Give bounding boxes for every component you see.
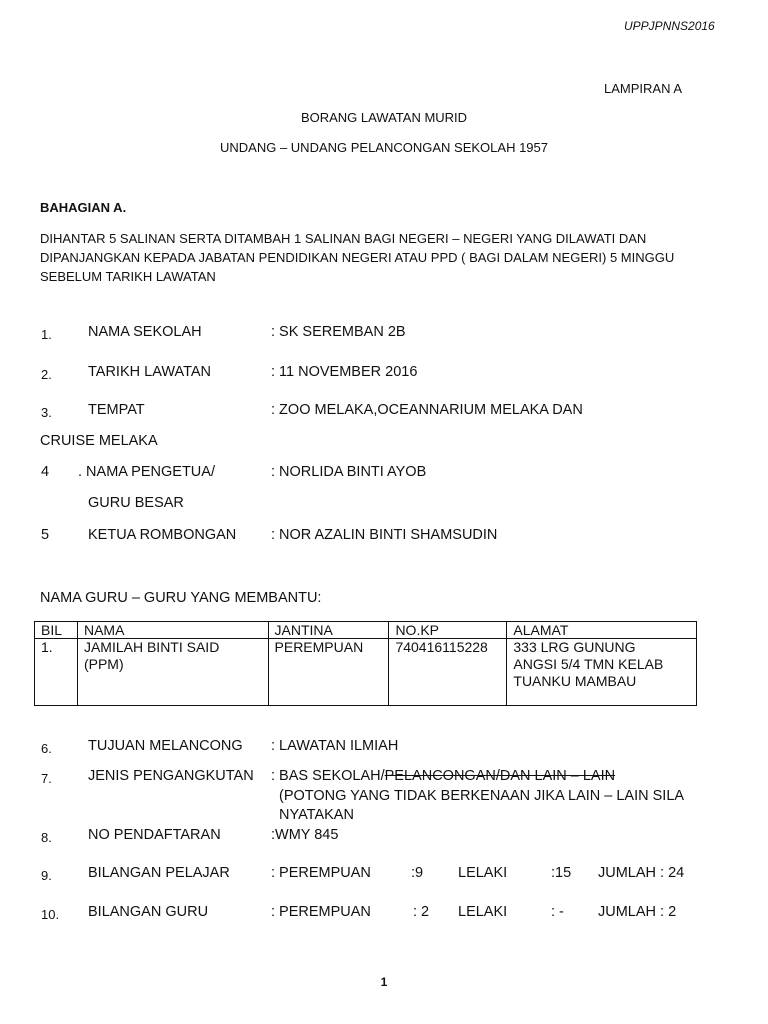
perempuan-value: :9 <box>411 865 424 881</box>
field-value: : NOR AZALIN BINTI SHAMSUDIN <box>271 527 498 543</box>
perempuan-value: : 2 <box>413 904 430 920</box>
table-header-row <box>35 622 697 639</box>
field-label: KETUA ROMBONGAN <box>88 527 237 543</box>
column-header-alamat: ALAMAT <box>507 622 697 639</box>
cell-nama-line: (PPM) <box>83 656 124 672</box>
field-number: 10. <box>41 907 60 922</box>
cell-jantina: PEREMPUAN <box>268 639 389 706</box>
lampiran-label: LAMPIRAN A <box>604 81 683 96</box>
field-label: TARIKH LAWATAN <box>88 364 211 380</box>
lelaki-label: LELAKI <box>458 904 508 920</box>
field-value: : LAWATAN ILMIAH <box>271 738 399 754</box>
cell-alamat-line: TUANKU MAMBAU <box>513 673 637 689</box>
field-number: 3. <box>41 405 52 420</box>
form-subtitle: UNDANG – UNDANG PELANCONGAN SEKOLAH 1957 <box>220 140 548 155</box>
field-label: NO PENDAFTARAN <box>88 827 221 843</box>
intro-paragraph: DIHANTAR 5 SALINAN SERTA DITAMBAH 1 SALINAN BAGI NEGERI – NEGERI YANG DILAWATI DAN DIPANJANGKAN KEPADA JABATAN PENDIDIKAN NEGERI ATAU PPD ( BAGI DALAM NEGERI) 5 MINGGU SEBELUM TARIKH LAWATAN <box>40 231 675 284</box>
field-note: NYATAKAN <box>279 807 354 823</box>
field-label: TEMPAT <box>88 402 145 418</box>
lelaki-label: LELAKI <box>458 865 508 881</box>
cell-alamat-line: 333 LRG GUNUNG <box>513 639 636 655</box>
field-value: :WMY 845 <box>271 827 339 843</box>
field-number: 9. <box>41 868 52 883</box>
cell-alamat <box>507 639 697 706</box>
field-number: 7. <box>41 771 52 786</box>
teachers-table <box>34 621 697 706</box>
cell-nama-line: JAMILAH BINTI SAID <box>83 639 220 655</box>
cell-bil: 1. <box>35 639 78 706</box>
field-value: : SK SEREMBAN 2B <box>271 324 406 340</box>
lelaki-value: : - <box>551 904 564 920</box>
jumlah-value: JUMLAH : 24 <box>598 865 685 881</box>
cell-nama <box>77 639 268 706</box>
field-number: 2. <box>41 367 52 382</box>
field-number: 1. <box>41 327 52 342</box>
column-header-nama: NAMA <box>77 622 268 639</box>
section-heading: BAHAGIAN A. <box>40 200 127 215</box>
field-value-struck: PELANCONGAN/DAN LAIN – LAIN <box>384 768 616 784</box>
field-value-plain: : BAS SEKOLAH/ <box>271 768 385 784</box>
field-label: JENIS PENGANGKUTAN <box>88 768 254 784</box>
field-label: TUJUAN MELANCONG <box>88 738 243 754</box>
field-value-continued: CRUISE MELAKA <box>40 433 158 449</box>
field-value: : 11 NOVEMBER 2016 <box>271 364 418 380</box>
field-label: BILANGAN GURU <box>88 904 209 920</box>
field-label: NAMA SEKOLAH <box>88 324 202 340</box>
column-header-jantina: JANTINA <box>268 622 389 639</box>
column-header-bil: BIL <box>35 622 78 639</box>
lelaki-value: :15 <box>551 865 572 881</box>
perempuan-label: : PEREMPUAN <box>271 865 371 881</box>
field-number: 4 <box>41 464 50 480</box>
field-label: BILANGAN PELAJAR <box>88 865 230 881</box>
teachers-heading: NAMA GURU – GURU YANG MEMBANTU: <box>40 590 322 606</box>
field-value: : ZOO MELAKA,OCEANNARIUM MELAKA DAN <box>271 402 583 418</box>
table-row <box>35 639 697 706</box>
column-header-nokp: NO.KP <box>389 622 507 639</box>
field-value <box>271 768 615 784</box>
field-value: : NORLIDA BINTI AYOB <box>271 464 427 480</box>
page-number: 1 <box>380 975 388 989</box>
field-number: 8. <box>41 830 52 845</box>
form-title: BORANG LAWATAN MURID <box>300 110 468 125</box>
cell-alamat-line: ANGSI 5/4 TMN KELAB <box>513 656 664 672</box>
field-number: 6. <box>41 741 52 756</box>
perempuan-label: : PEREMPUAN <box>271 904 371 920</box>
header-code: UPPJPNNS2016 <box>624 19 715 33</box>
jumlah-value: JUMLAH : 2 <box>598 904 677 920</box>
field-note: (POTONG YANG TIDAK BERKENAAN JIKA LAIN – LAIN SILA <box>279 788 685 804</box>
field-number: 5 <box>41 527 50 543</box>
cell-nokp: 740416115228 <box>389 639 507 706</box>
field-label-continued: GURU BESAR <box>88 495 184 511</box>
field-label: . NAMA PENGETUA/ <box>78 464 215 480</box>
